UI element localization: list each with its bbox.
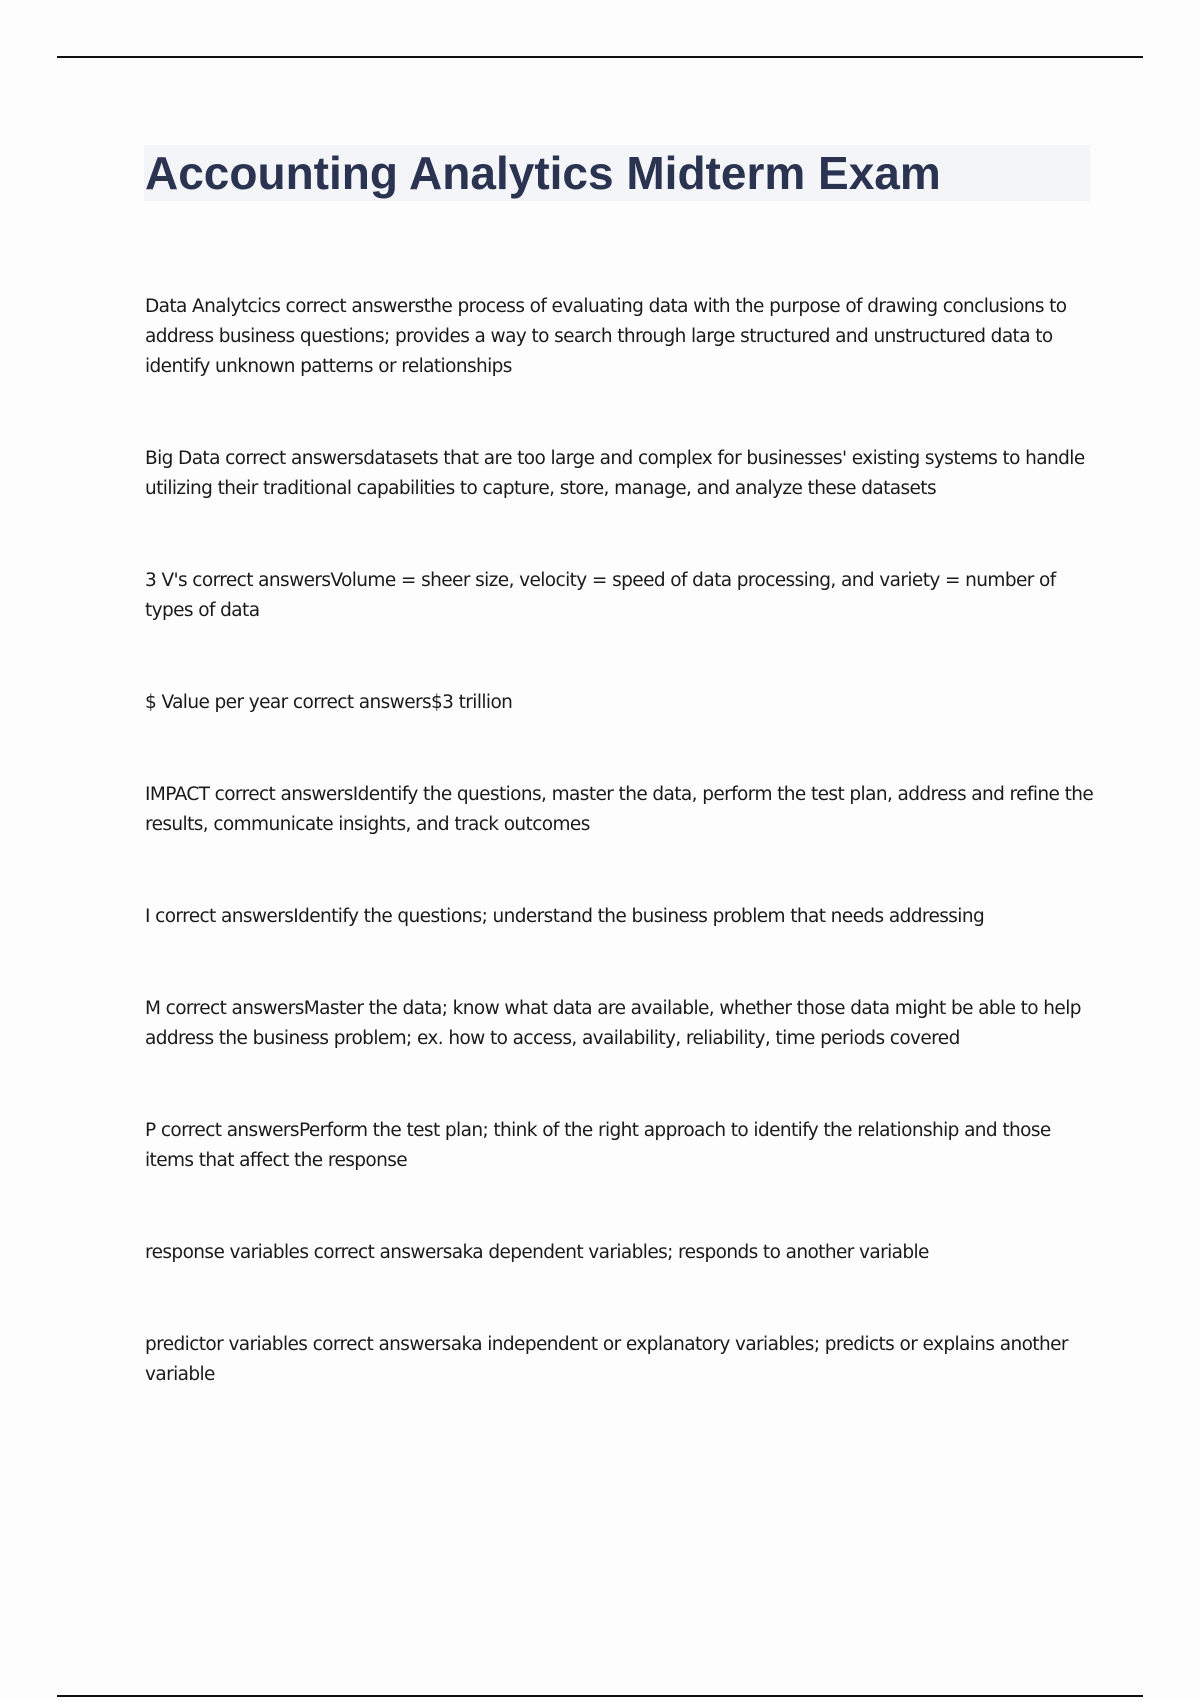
qa-entry-value-per-year: $ Value per year correct answers$3 trillion	[145, 692, 513, 713]
qa-entry-data-analytics: Data Analytcics correct answersthe process of evaluating data with the purpose of drawing conclusions to address business questions; provides a way to search through large structured and unstructured data to identify unknown patterns or relationships	[145, 296, 1067, 377]
qa-entry-response-variables: response variables correct answersaka dependent variables; responds to another variable	[145, 1242, 929, 1263]
qa-entry-three-vs: 3 V's correct answersVolume = sheer size, velocity = speed of data processing, and variety = number of types of data	[145, 570, 1056, 621]
qa-entry-p: P correct answersPerform the test plan; think of the right approach to identify the relationship and those items that affect the response	[145, 1120, 1051, 1171]
qa-entry-impact: IMPACT correct answersIdentify the questions, master the data, perform the test plan, address and refine the results, communicate insights, and track outcomes	[145, 784, 1094, 835]
qa-entry-m: M correct answersMaster the data; know what data are available, whether those data might be able to help address the business problem; ex. how to access, availability, reliability, time periods covered	[145, 998, 1081, 1049]
bottom-rule	[57, 1695, 1143, 1697]
top-rule	[57, 56, 1143, 58]
qa-entry-i: I correct answersIdentify the questions; understand the business problem that needs addressing	[145, 906, 985, 927]
qa-list	[145, 292, 1095, 1452]
page-title: Accounting Analytics Midterm Exam	[145, 147, 941, 199]
qa-entry-predictor-variables: predictor variables correct answersaka independent or explanatory variables; predicts or explains another variable	[145, 1334, 1068, 1385]
qa-entry-big-data: Big Data correct answersdatasets that are too large and complex for businesses' existing systems to handle utilizing their traditional capabilities to capture, store, manage, and analyze these datasets	[145, 448, 1085, 499]
